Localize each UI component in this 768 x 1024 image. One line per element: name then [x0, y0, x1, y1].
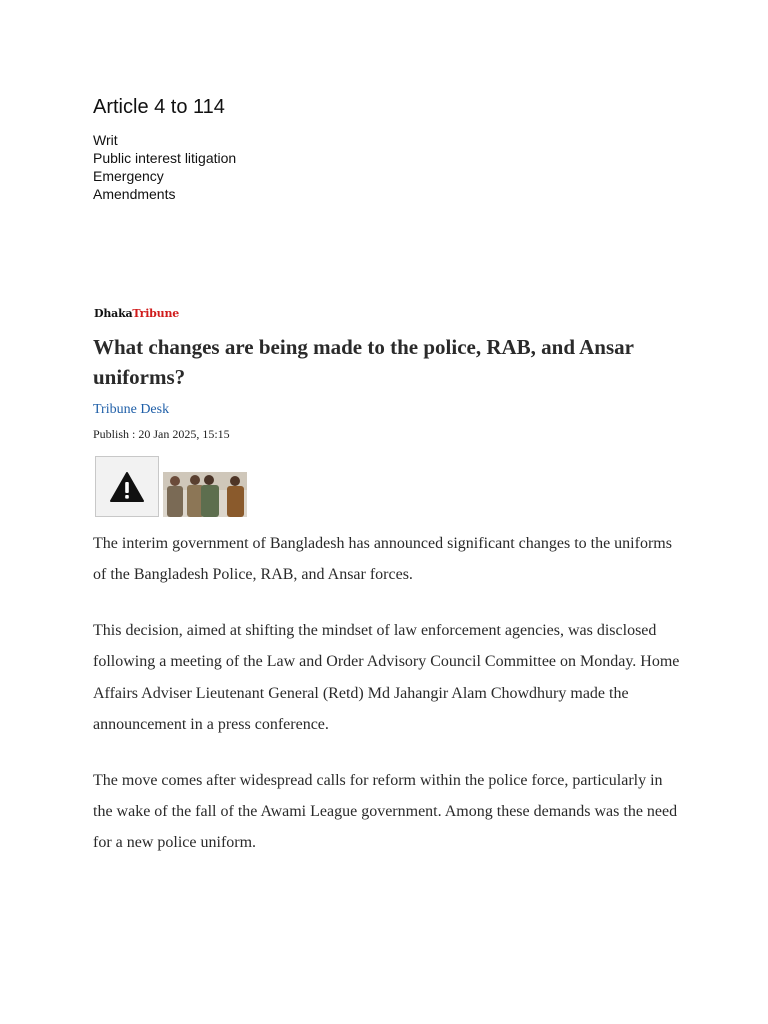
paragraph: The interim government of Bangladesh has announced significant changes to the uniforms of the Bangladesh Police, RAB, and Ansar forces. [93, 535, 672, 584]
logo-text-tribune: Tribune [132, 307, 180, 320]
uniform-photo [163, 472, 247, 517]
section-title: Article 4 to 114 [93, 96, 225, 118]
broken-image-placeholder [95, 456, 159, 517]
author-link[interactable]: Tribune Desk [93, 402, 170, 417]
article-headline: What changes are being made to the police, RAB, and Ansar uniforms? [93, 335, 634, 389]
topic-item[interactable]: Emergency [93, 168, 164, 184]
topic-item[interactable]: Public interest litigation [93, 150, 237, 166]
logo-text-dhaka: Dhaka [94, 307, 133, 320]
paragraph: This decision, aimed at shifting the mindset of law enforcement agencies, was disclosed following a meeting of the Law and Order Advisory Council Committee on Monday. Home Affairs Adviser Lieutenant General (Retd) Md Jahangir Alam Chowdhury made the announcement in a press conference. [93, 622, 680, 733]
dhaka-tribune-logo[interactable] [94, 307, 179, 320]
topic-item[interactable]: Amendments [93, 186, 176, 202]
paragraph: The move comes after widespread calls for reform within the police force, particularly in the wake of the fall of the Awami League government. Among these demands was the need for a new police uniform. [93, 771, 678, 852]
topic-list [93, 131, 236, 203]
article-body [93, 528, 683, 883]
topic-item[interactable]: Writ [93, 132, 118, 148]
publish-date: Publish : 20 Jan 2025, 15:15 [93, 427, 230, 441]
article-image-thumbnail [163, 472, 247, 517]
warning-icon [109, 471, 145, 503]
